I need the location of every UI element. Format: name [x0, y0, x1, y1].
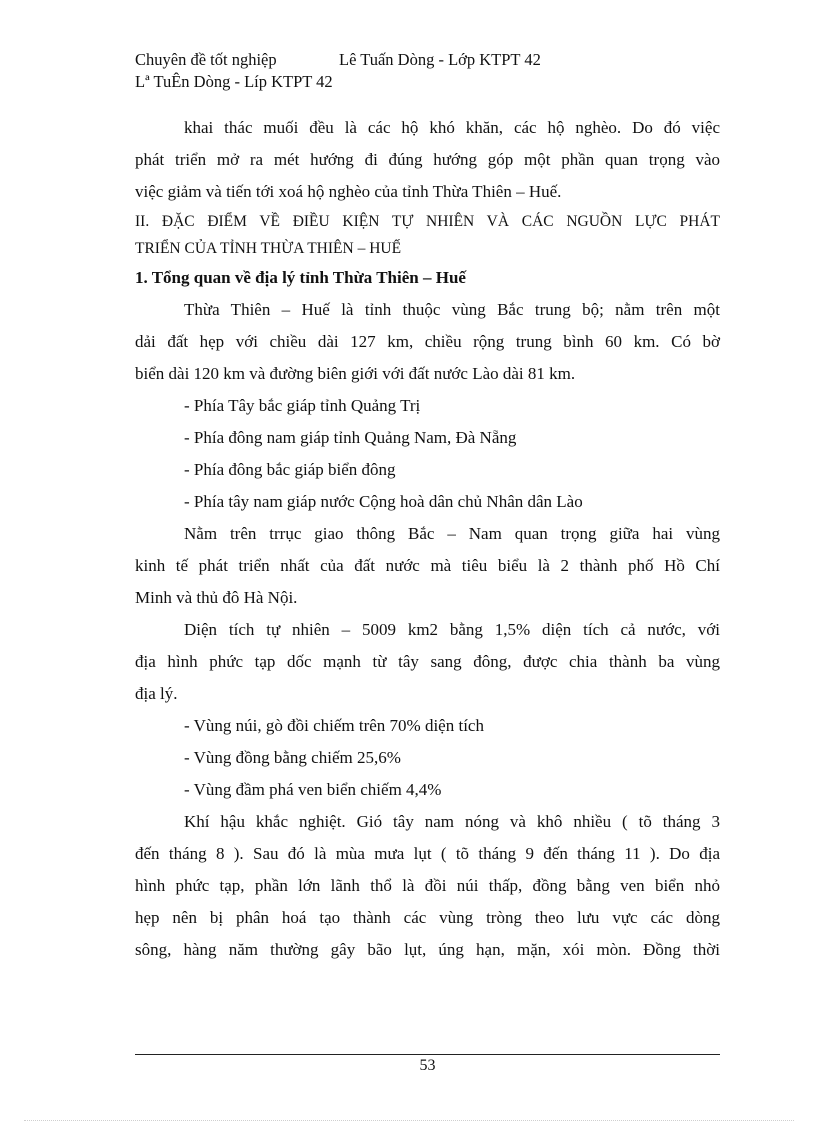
paragraph-line: Minh và thủ đô Hà Nội.: [135, 588, 298, 607]
subsection-title: 1. Tổng quan về địa lý tỉnh Thừa Thiên – Huế: [135, 268, 466, 287]
paragraph-line: kinh tế phát triển nhất của đất nước mà tiêu biểu là 2 thành phố Hồ Chí: [135, 556, 720, 575]
running-header: [135, 50, 541, 70]
paragraph-line: hình phức tạp, phần lớn lãnh thổ là đồi núi thấp, đồng bằng ven biển nhỏ: [135, 876, 720, 895]
paragraph-line: địa hình phức tạp dốc mạnh từ tây sang đông, được chia thành ba vùng: [135, 652, 720, 671]
paragraph-line: đến tháng 8 ). Sau đó là mùa mưa lụt ( tõ tháng 9 đến tháng 11 ). Do địa: [135, 844, 720, 863]
document-body: [135, 112, 720, 966]
paragraph-line: địa lý.: [135, 684, 178, 703]
header-course-title: Chuyên đề tốt nghiệp: [135, 50, 277, 69]
paragraph-line: sông, hàng năm thường gây bão lụt, úng hạn, mặn, xói mòn. Đồng thời: [135, 940, 720, 959]
paragraph-line: Khí hậu khắc nghiệt. Gió tây nam nóng và khô nhiều ( tõ tháng 3: [184, 812, 720, 831]
header-author: Lê Tuấn Dòng - Lớp KTPT 42: [339, 50, 541, 69]
paragraph-line: Nằm trên trrục giao thông Bắc – Nam quan trọng giữa hai vùng: [184, 524, 720, 543]
list-item: - Phía đông nam giáp tỉnh Quảng Nam, Đà Nẵng: [184, 428, 517, 447]
page-number: 53: [419, 1057, 436, 1074]
page-edge-dotted-line: [24, 1120, 794, 1121]
list-item: - Phía Tây bắc giáp tỉnh Quảng Trị: [184, 396, 421, 415]
paragraph-line: dải đất hẹp với chiều dài 127 km, chiều rộng trung bình 60 km. Có bờ: [135, 332, 720, 351]
header-author-garbled: Lª TuÊn Dòng - Líp KTPT 42: [135, 72, 333, 91]
list-item: - Vùng núi, gò đồi chiếm trên 70% diện tích: [184, 716, 484, 735]
paragraph-line: khai thác muối đều là các hộ khó khăn, các hộ nghèo. Do đó việc: [184, 118, 720, 137]
section-title: TRIỂN CỦA TỈNH THỪA THIÊN – HUẾ: [135, 240, 402, 257]
list-item: - Vùng đồng bằng chiếm 25,6%: [184, 748, 401, 767]
section-title: II. ĐẶC ĐIỂM VỀ ĐIỀU KIỆN TỰ NHIÊN VÀ CÁC NGUỒN LỰC PHÁT: [135, 213, 720, 230]
paragraph-line: phát triển mở ra mét hướng đi đúng hướng góp một phần quan trọng vào: [135, 150, 720, 169]
list-item: - Vùng đầm phá ven biển chiếm 4,4%: [184, 780, 442, 799]
list-item: - Phía đông bắc giáp biển đông: [184, 460, 396, 479]
paragraph-line: Diện tích tự nhiên – 5009 km2 bằng 1,5% diện tích cả nước, với: [184, 620, 720, 639]
paragraph-line: việc giảm và tiến tới xoá hộ nghèo của tỉnh Thừa Thiên – Huế.: [135, 182, 562, 201]
list-item: - Phía tây nam giáp nước Cộng hoà dân chủ Nhân dân Lào: [184, 492, 583, 511]
paragraph-line: biển dài 120 km và đường biên giới với đất nước Lào dài 81 km.: [135, 364, 576, 383]
footer-divider: [135, 1054, 720, 1055]
paragraph-line: hẹp nên bị phân hoá tạo thành các vùng tròng theo lưu vực các dòng: [135, 908, 720, 927]
paragraph-line: Thừa Thiên – Huế là tỉnh thuộc vùng Bắc trung bộ; nằm trên một: [184, 300, 720, 319]
